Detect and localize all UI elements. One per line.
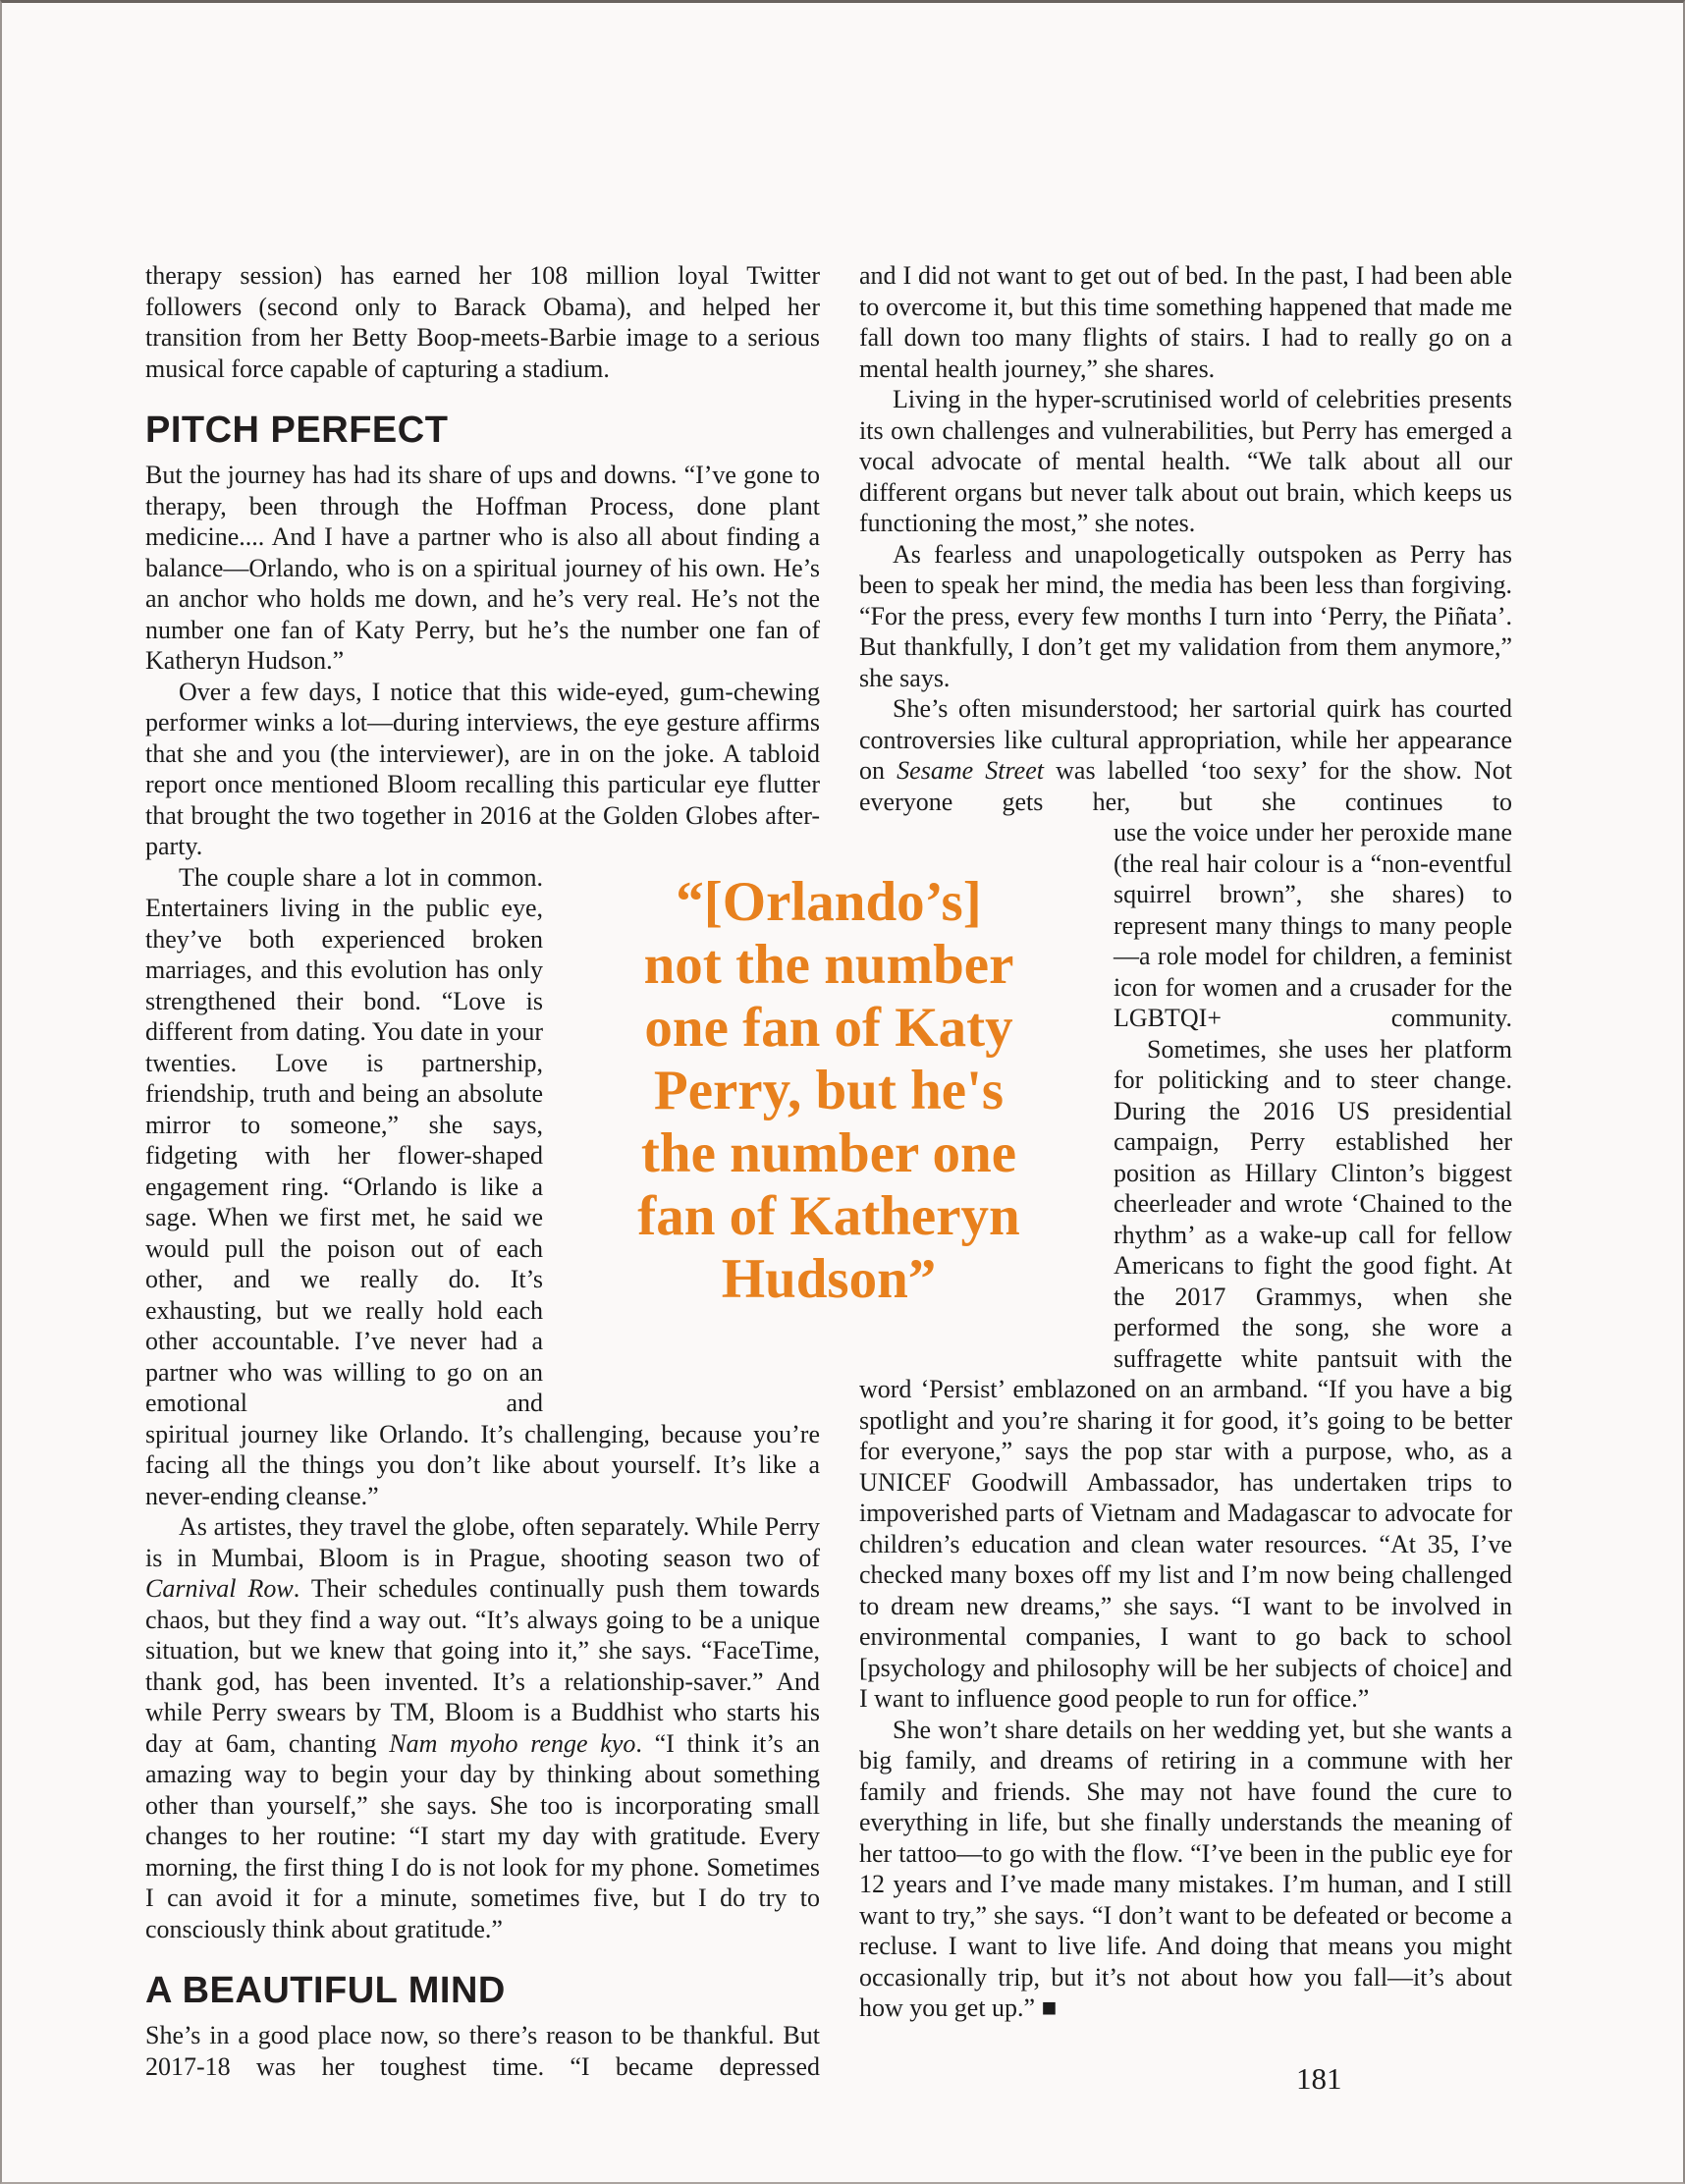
body-paragraph bbox=[145, 260, 820, 384]
pull-quote-line: the number one bbox=[640, 1122, 1017, 1184]
text-run: Sometimes, she uses her platform for politicking and to steer change. During the 2016 US presidential campaign, Perry established her position as Hillary Clinton’s biggest cheerleader and wrote ‘Chained to the rhythm’ as a wake-up call for fellow Americans to fight the good fight. At the 2017 Grammys, when she performed the song, she wore a suffragette white pantsuit with the bbox=[1114, 1034, 1512, 1373]
body-paragraph bbox=[859, 260, 1512, 384]
text-run: was labelled ‘too sexy’ for the show. Not everyone gets her, but she continues to bbox=[859, 756, 1512, 816]
pull-quote-line: not the number bbox=[643, 934, 1014, 996]
section-heading: A BEAUTIFUL MIND bbox=[145, 1970, 506, 2011]
pull-quote-line: Hudson” bbox=[721, 1248, 937, 1310]
body-paragraph bbox=[859, 384, 1512, 539]
body-paragraph bbox=[145, 862, 543, 1419]
pull-quote-line: fan of Katheryn bbox=[637, 1185, 1020, 1247]
text-run: As fearless and unapologetically outspoken as Perry has been to speak her mind, the media has been less than forgiving. “For the press, every few months I turn into ‘Perry, the Piñata’. But thankfully, I don’t get my validation from them anymore,” she says. bbox=[859, 539, 1512, 692]
pull-quote-line: Perry, but he's bbox=[653, 1060, 1005, 1121]
body-paragraph bbox=[145, 1419, 820, 1512]
body-paragraph bbox=[859, 693, 1512, 817]
text-run: and I did not want to get out of bed. In the past, I had been able to overcome it, but this time something happened that made me fall down too many flights of stairs. I had to really go on a mental health journey,” she shares. bbox=[859, 261, 1512, 383]
text-run: She won’t share details on her wedding yet, but she wants a big family, and dreams of retiring in a commune with her family and friends. She may not have found the cure to everything in life, but she finally understands the meaning of her tattoo—to go with the flow. “I’ve been in the public eye for 12 years and I’ve made many mistakes. I’m human, and I still want to try,” she says. “I don’t want to be defeated or become a recluse. I want to live life. And doing that means you might occasionally trip, but it’s not about how you fall—it’s about how you get up.” ■ bbox=[859, 1715, 1512, 2022]
pull-quote bbox=[613, 871, 1045, 1311]
pull-quote-line: one fan of Katy bbox=[644, 997, 1013, 1059]
text-run: She’s in a good place now, so there’s reason to be thankful. But 2017-18 was her toughest time. “I became depressed bbox=[145, 2021, 820, 2081]
text-run: word ‘Persist’ emblazoned on an armband. “If you have a big spotlight and you’re sharing it for good, it’s going to be better for everyone,” says the pop star with a purpose, who, as a UNICEF Goodwill Ambassador, has undertaken trips to impoverished parts of Vietnam and Madagascar to advocate for children’s education and clean water resources. “At 35, I’ve checked many boxes off my list and I’m now being challenged to dream new dreams,” she says. “I want to be involved in environmental companies, I want to go back to school [psychology and philosophy will be her subjects of choice] and I want to influence good people to run for office.” bbox=[859, 1375, 1512, 1713]
text-run: The couple share a lot in common. Entertainers living in the public eye, they’ve both experienced broken marriages, and this evolution has only strengthened their bond. “Love is different from dating. You date in your twenties. Love is partnership, friendship, truth and being an absolute mirror to someone,” she says, fidgeting with her flower-shaped engagement ring. “Orlando is like a sage. When we first met, he said we would pull the poison out of each other, and we really do. It’s exhausting, but we really hold each other accountable. I’ve never had a partner who was willing to go on an emotional and bbox=[145, 862, 543, 1417]
text-run: But the journey has had its share of ups and downs. “I’ve gone to therapy, been through the Hoffman Process, done plant medicine.... And I have a partner who is also all about finding a balance—Orlando, who is on a spiritual journey of his own. He’s an anchor who holds me down, and he’s very real. He’s not the number one fan of Katy Perry, but he’s the number one fan of Katheryn Hudson.” bbox=[145, 461, 820, 675]
body-paragraph bbox=[1114, 1034, 1512, 1375]
body-paragraph bbox=[145, 1511, 820, 1944]
italic-text: Nam myoho renge kyo bbox=[389, 1728, 636, 1758]
body-paragraph bbox=[145, 677, 820, 862]
pull-quote-line: “[Orlando’s] bbox=[676, 871, 982, 933]
text-run: Over a few days, I notice that this wide-eyed, gum-chewing performer winks a lot—during interviews, the eye gesture affirms that she and you (the interviewer), are in on the joke. A tabloid report once mentioned Bloom recalling this particular eye flutter that brought the two together in 2016 at the Golden Globes after-party. bbox=[145, 677, 820, 860]
body-paragraph bbox=[859, 1374, 1512, 1715]
text-run: Living in the hyper-scrutinised world of celebrities presents its own challenges and vulnerabilities, but Perry has emerged a vocal advocate of mental health. “We talk about all our different organs but never talk about out brain, which keeps us functioning the most,” she notes. bbox=[859, 385, 1512, 537]
body-paragraph bbox=[145, 2020, 820, 2082]
section-heading: PITCH PERFECT bbox=[145, 410, 449, 451]
text-run: spiritual journey like Orlando. It’s challenging, because you’re facing all the things you don’t like about yourself. It’s like a never-ending cleanse.” bbox=[145, 1419, 820, 1510]
body-paragraph bbox=[145, 460, 820, 677]
text-run: therapy session) has earned her 108 million loyal Twitter followers (second only to Barack Obama), and helped her transition from her Betty Boop-meets-Barbie image to a serious musical force capable of capturing a stadium. bbox=[145, 261, 820, 383]
body-paragraph bbox=[1114, 817, 1512, 1034]
page-number: 181 bbox=[1296, 2061, 1342, 2096]
body-paragraph bbox=[859, 539, 1512, 694]
text-run: use the voice under her peroxide mane (the real hair colour is a “non-eventful squirrel brown”, she shares) to represent many things to many people—a role model for children, a feminist icon for women and a crusader for the LGBTQI+ community. bbox=[1114, 818, 1512, 1032]
text-run: As artistes, they travel the globe, often separately. While Perry is in Mumbai, Bloom is in Prague, shooting season two of bbox=[145, 1512, 820, 1572]
italic-text: Carnival Row bbox=[145, 1574, 294, 1603]
text-run: . Their schedules continually push them towards chaos, but they find a way out. “It’s always going to be a unique situation, but we knew that going into it,” she says. “FaceTime, thank god, has been invented. It’s a relationship-saver.” And while Perry swears by TM, Bloom is a Buddhist who starts his day at 6am, chanting bbox=[145, 1574, 821, 1758]
italic-text: Sesame Street bbox=[897, 756, 1044, 785]
text-run: She’s often misunderstood; her sartorial quirk has courted controversies like cultural appropriation, while her appearance on bbox=[859, 694, 1512, 785]
body-paragraph bbox=[859, 1715, 1512, 2024]
text-run: . “I think it’s an amazing way to begin your day by thinking about something other than yourself,” she says. She too is incorporating small changes to her routine: “I start my day with gratitude. Every morning, the first thing I do is not look for my phone. Sometimes I can avoid it for a minute, sometimes five, but I do try to consciously think about gratitude.” bbox=[145, 1728, 820, 1943]
